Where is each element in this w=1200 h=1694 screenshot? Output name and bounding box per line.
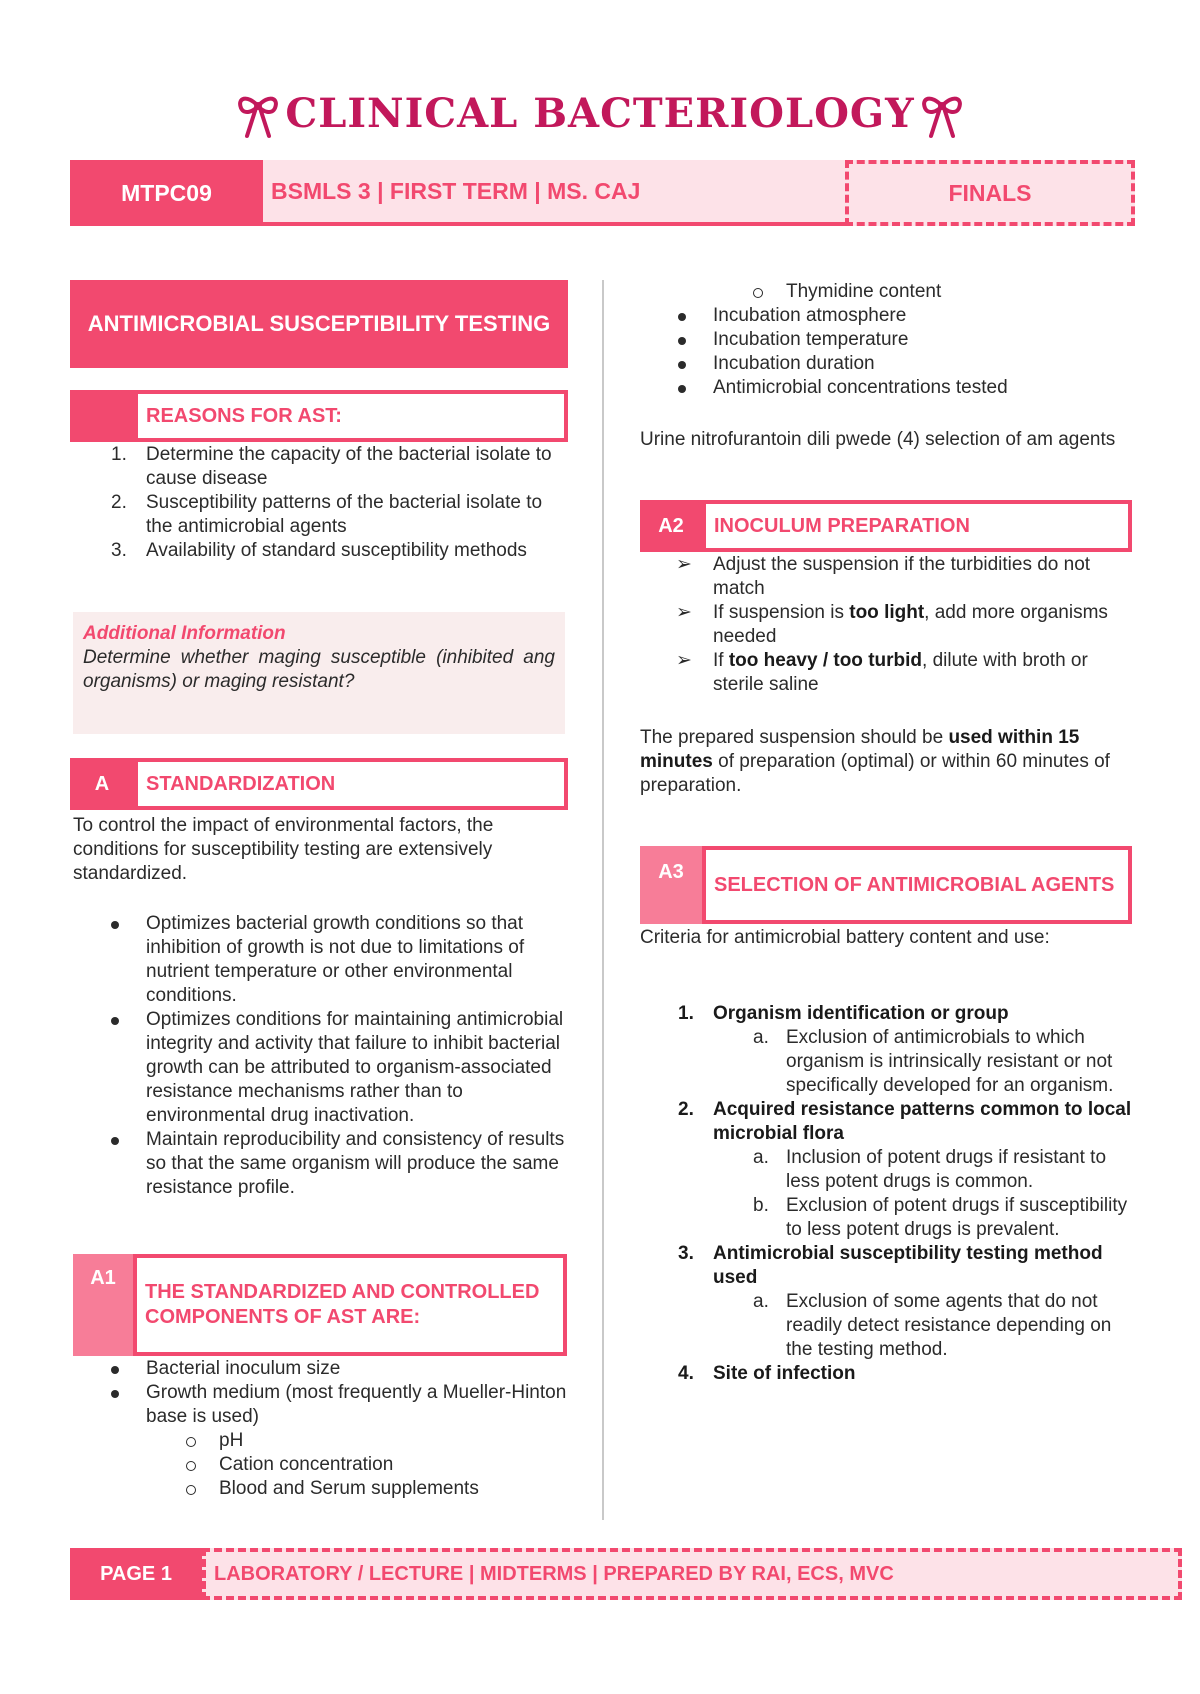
list-item: Incubation atmosphere [640, 304, 1160, 328]
bullet-icon [111, 1137, 119, 1145]
list-item: Blood and Serum supplements [73, 1477, 573, 1501]
components-heading-bar [73, 1254, 567, 1356]
list-item: b. Exclusion of potent drugs if susceptibility to less potent drugs is prevalent. [753, 1195, 1128, 1240]
inoculum-heading: INOCULUM PREPARATION [702, 500, 1132, 552]
list-item: Maintain reproducibility and consistency of results so that the same organism will produce the same resistance profile. [73, 1128, 573, 1200]
components-heading: THE STANDARDIZED AND CONTROLLED COMPONENTS OF AST ARE: [133, 1254, 567, 1356]
urine-note: Urine nitrofurantoin dili pwede (4) selection of am agents [640, 429, 1116, 450]
list-item: ➢ If suspension is too light, add more organisms needed [676, 602, 1108, 647]
list-item: Antimicrobial concentrations tested [640, 376, 1160, 400]
list-item: 3. Availability of standard susceptibility methods [111, 540, 527, 561]
ribbon-bow-icon [919, 92, 965, 142]
components-list [73, 1357, 573, 1501]
circle-bullet-icon [753, 288, 763, 298]
page-number: PAGE 1 [70, 1548, 202, 1600]
reasons-heading: REASONS FOR AST: [134, 390, 568, 442]
list-item: pH [73, 1429, 573, 1453]
list-item: 2. Acquired resistance patterns common to local microbial flora [678, 1099, 1132, 1144]
additional-info-body: Determine whether maging susceptible (inhibited ang organisms) or maging resistant? [83, 647, 555, 692]
list-item: Optimizes bacterial growth conditions so that inhibition of growth is not due to limitations of nutrient temperature or other environmental conditions. [73, 912, 573, 1008]
course-info: BSMLS 3 | FIRST TERM | MS. CAJ [263, 160, 845, 226]
bullet-icon [678, 385, 686, 393]
list-item: Incubation duration [640, 352, 1160, 376]
list-item: a. Exclusion of antimicrobials to which organism is intrinsically resistant or not specifically developed for an organism. [753, 1027, 1114, 1096]
reasons-list [73, 443, 573, 563]
bullet-icon [111, 1390, 119, 1398]
circle-bullet-icon [186, 1461, 196, 1471]
list-item: a. Exclusion of some agents that do not readily detect resistance depending on the testing method. [753, 1291, 1112, 1360]
list-item: ➢ Adjust the suspension if the turbidities do not match [676, 554, 1091, 599]
section-tab-a2: A2 [640, 500, 702, 552]
incubation-list [640, 280, 1160, 400]
list-item: ➢ If too heavy / too turbid, dilute with broth or sterile saline [676, 650, 1088, 695]
selection-heading-bar [640, 846, 1132, 924]
list-item: a. Inclusion of potent drugs if resistant to less potent drugs is common. [753, 1147, 1107, 1192]
column-divider [602, 280, 604, 1520]
suspension-note: The prepared suspension should be used within 15 minutes of preparation (optimal) or within 60 minutes of preparation. [640, 727, 1110, 796]
standardization-heading: STANDARDIZATION [134, 758, 568, 810]
standardization-bullets [73, 912, 573, 1200]
selection-heading: SELECTION OF ANTIMICROBIAL AGENTS [702, 846, 1132, 924]
list-item: Incubation temperature [640, 328, 1160, 352]
arrow-bullet-icon: ➢ [676, 602, 692, 623]
arrow-bullet-icon: ➢ [676, 650, 692, 671]
list-item: Optimizes conditions for maintaining antimicrobial integrity and activity that failure to inhibit bacterial growth can be attributed to organism-associated resistance mechanisms rather than to environmental drug inactivation. [73, 1008, 573, 1128]
additional-info-box [73, 612, 565, 734]
list-item: 1. Organism identification or group [678, 1003, 1009, 1024]
section-tab-a1: A1 [73, 1254, 133, 1356]
section-tab-a: A [70, 758, 134, 810]
bullet-icon [111, 1366, 119, 1374]
list-item: 4. Site of infection [678, 1363, 856, 1384]
section-tab-a3: A3 [640, 846, 702, 924]
inoculum-list [640, 553, 1110, 697]
list-item: 3. Antimicrobial susceptibility testing method used [678, 1243, 1103, 1288]
standardization-heading-bar [70, 758, 568, 810]
ribbon-bow-icon [235, 92, 281, 142]
standardization-intro: To control the impact of environmental factors, the conditions for susceptibility testing are extensively standardized. [73, 815, 494, 884]
bullet-icon [678, 361, 686, 369]
bullet-icon [678, 337, 686, 345]
reasons-heading-bar [70, 390, 568, 442]
footer-text: LABORATORY / LECTURE | MIDTERMS | PREPARED BY RAI, ECS, MVC [202, 1548, 1182, 1600]
list-item: 2. Susceptibility patterns of the bacterial isolate to the antimicrobial agents [111, 492, 543, 537]
arrow-bullet-icon: ➢ [676, 554, 692, 575]
circle-bullet-icon [186, 1437, 196, 1447]
list-item: Bacterial inoculum size [73, 1357, 573, 1381]
reasons-tab [70, 390, 134, 442]
main-section-title: ANTIMICROBIAL SUSCEPTIBILITY TESTING [70, 280, 568, 368]
additional-info-heading: Additional Information [83, 623, 286, 644]
list-item: 1. Determine the capacity of the bacterial isolate to cause disease [111, 444, 552, 489]
inoculum-heading-bar [640, 500, 1132, 552]
bullet-icon [111, 1017, 119, 1025]
bullet-icon [111, 921, 119, 929]
circle-bullet-icon [186, 1485, 196, 1495]
list-item: Growth medium (most frequently a Mueller-Hinton base is used) [73, 1381, 573, 1429]
document-title [0, 92, 1200, 142]
bullet-icon [678, 313, 686, 321]
selection-intro: Criteria for antimicrobial battery content and use: [640, 927, 1050, 948]
title-text: CLINICAL BACTERIOLOGY [285, 90, 915, 137]
course-code: MTPC09 [70, 160, 263, 226]
list-item: Thymidine content [640, 280, 1160, 304]
selection-criteria-list [640, 1002, 1140, 1386]
term-badge: FINALS [845, 160, 1135, 226]
list-item: Cation concentration [73, 1453, 573, 1477]
